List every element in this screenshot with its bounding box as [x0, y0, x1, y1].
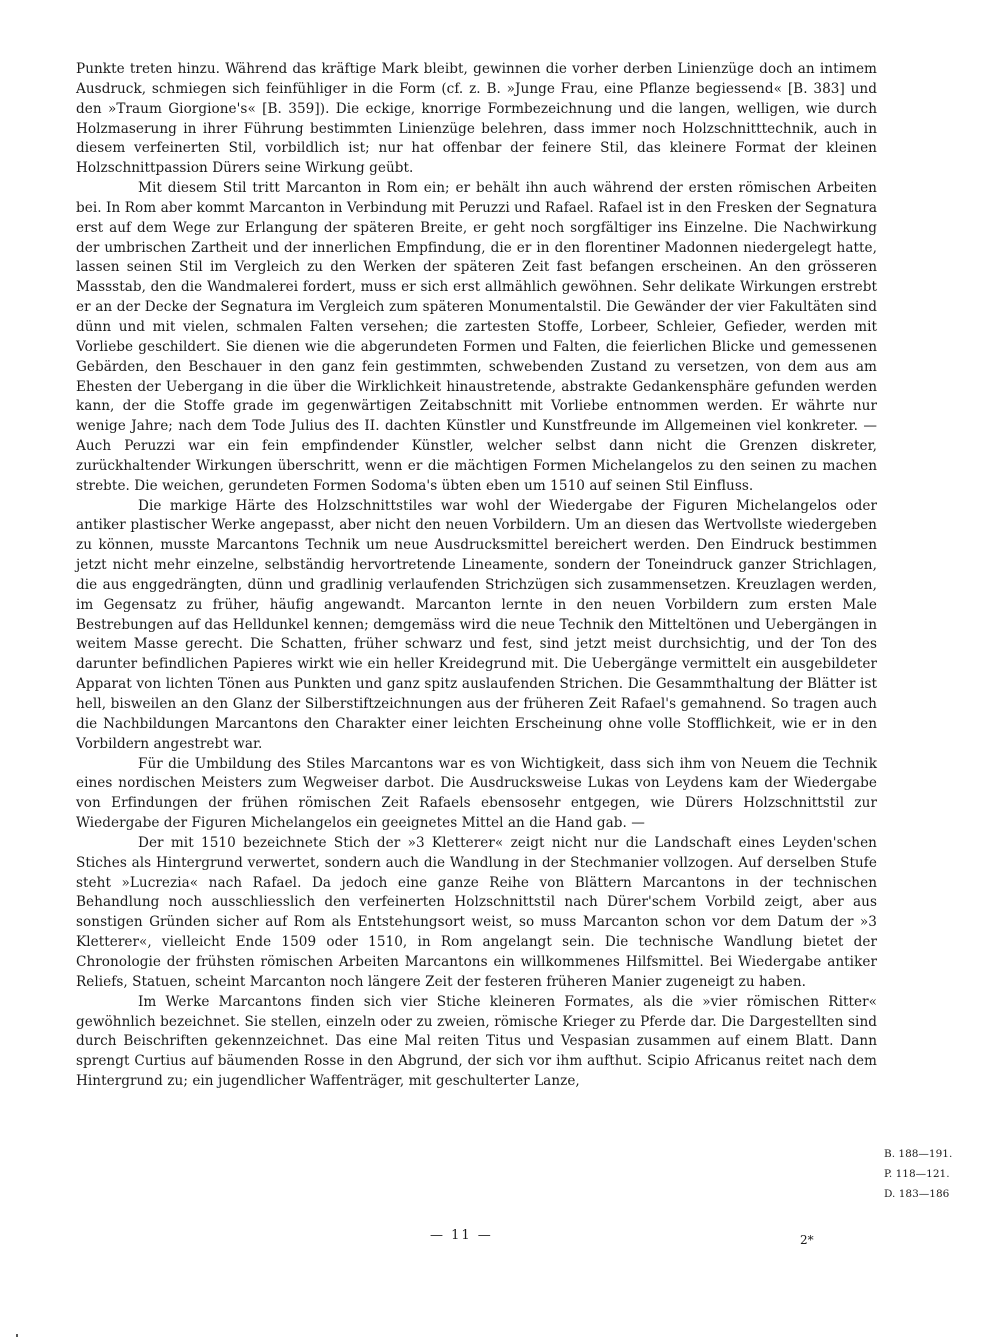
margin-ref-bartsch: B. 188—191.: [884, 1148, 953, 1160]
margin-ref-passavant: P. 118—121.: [884, 1167, 950, 1180]
signature-mark: 2*: [800, 1233, 814, 1247]
paragraph-1: Punkte treten hinzu. Während das kräftige Mark bleibt, gewinnen die vorher derben Linienzüge doch an intimem Ausdruck, schmiegen sich feinfühliger in die Form (cf. z. B. »Junge Frau, eine Pflanze begiessend« [B. 383] und den »Traum Giorgione's« [B. 359]). Die eckige, knorrige Formbezeichnung und die langen, welligen, wie durch Holzmaserung in ihrer Führung bestimmten Linienzüge belehren, dass immer noch Holzschnitttechnik, auch in diesem verfeinerten Stil, vorbildlich ist; nur hat offenbar der feinere Stil, das kleinere Format der kleinen Holzschnittpassion Dürers seine Wirkung geübt.: [76, 61, 877, 177]
paragraph-3: Die markige Härte des Holzschnittstiles war wohl der Wiedergabe der Figuren Michelangelos oder antiker plastischer Werke angepasst, aber nicht den neuen Vorbildern. Um an diesen das Wertvollste wiedergeben zu können, musste Marcantons Technik um neue Ausdrucksmittel bereichert werden. Den Eindruck bestimmen jetzt nicht mehr einzelne, selbständig hervortretende Lineamente, sondern der Toneindruck ganzer Strichlagen, die aus enggedrängten, dünn und gradlinig verlaufenden Strichzügen sich zusammensetzen. Kreuzlagen werden, im Gegensatz zu früher, häufig angewandt. Marcanton lernte in den neuen Vorbildern zum ersten Male Bestrebungen auf das Helldunkel kennen; demgemäss wird die neue Technik den Mitteltönen und Uebergängen in weitem Masse gerecht. Die Schatten, früher schwarz und fest, sind jetzt meist durchsichtig, und der Ton des darunter befindlichen Papieres wirkt wie ein heller Kreidegrund mit. Die Uebergänge vermittelt ein ausgebildeter Apparat von lichten Tönen aus Punkten und ganz spitz auslaufenden Strichen. Die Gesammthaltung der Blätter ist hell, bisweilen an den Glanz der Silberstiftzeichnungen aus der früheren Zeit Rafael's gemahnend. So tragen auch die Nachbildungen Marcantons den Charakter einer leichten Erscheinung ohne volle Stofflichkeit, wie er in den Vorbildern angestrebt war.: [76, 497, 877, 752]
paragraph-5: Der mit 1510 bezeichnete Stich der »3 Kletterer« zeigt nicht nur die Landschaft eines Leyden'schen Stiches als Hintergrund verwertet, sondern auch die Wandlung in der Stechmanier vollzogen. Auf derselben Stufe steht »Lucrezia« nach Rafael. Da jedoch eine ganze Reihe von Blättern Marcantons in der technischen Behandlung noch ausschliesslich den verfeinerten Holzschnittstil nach Dürer'schem Vorbild zeigt, aber aus sonstigen Gründen sicher auf Rom als Entstehungsort weist, so muss Marcanton schon vor dem Datum der »3 Kletterer«, vielleicht Ende 1509 oder 1510, in Rom angelangt sein. Die technische Wandlung bietet der Chronologie der frühsten römischen Arbeiten Marcantons ein willkommenes Hilfsmittel. Bei Wiedergabe antiker Reliefs, Statuen, scheint Marcanton noch längere Zeit der festeren früheren Manier zugeneigt zu haben.: [76, 834, 877, 990]
paragraph-2: Mit diesem Stil tritt Marcanton in Rom ein; er behält ihn auch während der ersten römischen Arbeiten bei. In Rom aber kommt Marcanton in Verbindung mit Peruzzi und Rafael. Rafael ist in den Fresken der Segnatura erst auf dem Wege zur Erlangung der späteren Breite, er geht noch sorgfältiger ins Einzelne. Die Nachwirkung der umbrischen Zartheit und der innerlichen Empfindung, die er in den florentiner Madonnen niedergelegt hatte, lassen seinen Stil im Vergleich zu den Werken der späteren Zeit fast befangen erscheinen. An den grösseren Massstab, den die Wandmalerei fordert, muss er sich erst allmählich gewöhnen. Sehr delikate Wirkungen erstrebt er an der Decke der Segnatura im Vergleich zum späteren Monumentalstil. Die Gewänder der vier Fakultäten sind dünn und mit vielen, schmalen Falten versehen; die zartesten Stoffe, Lorbeer, Schleier, Gefieder, werden mit Vorliebe geschildert. Sie dienen wie die abgerundeten Formen und Falten, die feierlichen Blicke und gemessenen Gebärden, den Beschauer in den ganz fein gestimmten, schwebenden Zustand zu versetzen, von dem aus am Ehesten der Uebergang in die über die Wirklichkeit hinaustretende, abstrakte Gedankensphäre gefunden werden kann, der die Stoffe grade im gegenwärtigen Zeitabschnitt mit Vorliebe entnommen werden. Er währte nur wenige Jahre; nach dem Tode Julius des II. dachten Künstler und Kunstfreunde im Allgemeinen viel konkreter. — Auch Peruzzi war ein fein empfindender Künstler, welcher selbst dann nicht die Grenzen diskreter, zurückhaltender Wirkungen überschritt, wenn er die mächtigen Formen Michelangelos zu den seinen zu machen strebte. Die weichen, gerundeten Formen Sodoma's übten eben um 1510 auf seinen Stil Einfluss.: [76, 180, 877, 494]
body-text: [76, 60, 877, 1092]
page-number: — 11 —: [430, 1228, 493, 1243]
margin-ref-delaborde: D. 183—186: [884, 1187, 950, 1200]
scan-mark: [16, 1334, 18, 1337]
paragraph-4: Für die Umbildung des Stiles Marcantons war es von Wichtigkeit, dass sich ihm von Neuem die Technik eines nordischen Meisters zum Wegweiser darbot. Die Ausdrucksweise Lukas von Leydens kam der Wiedergabe von Erfindungen der frühen römischen Zeit Rafaels ebensosehr entgegen, wie Dürers Holzschnittstil zur Wiedergabe der Figuren Michelangelos ein geeignetes Mittel an die Hand gab. —: [76, 755, 877, 832]
paragraph-6: Im Werke Marcantons finden sich vier Stiche kleineren Formates, als die »vier römischen Ritter« gewöhnlich bezeichnet. Sie stellen, einzeln oder zu zweien, römische Krieger zu Pferde dar. Die Dargestellten sind durch Beischriften gekennzeichnet. Das eine Mal reiten Titus und Vespasian zusammen auf einem Blatt. Dann sprengt Curtius auf bäumenden Rosse in den Abgrund, der sich vor ihm aufthut. Scipio Africanus reitet nach dem Hintergrund zu; ein jugendlicher Waffenträger, mit geschulterter Lanze,: [76, 993, 877, 1090]
margin-references: [884, 1145, 974, 1205]
